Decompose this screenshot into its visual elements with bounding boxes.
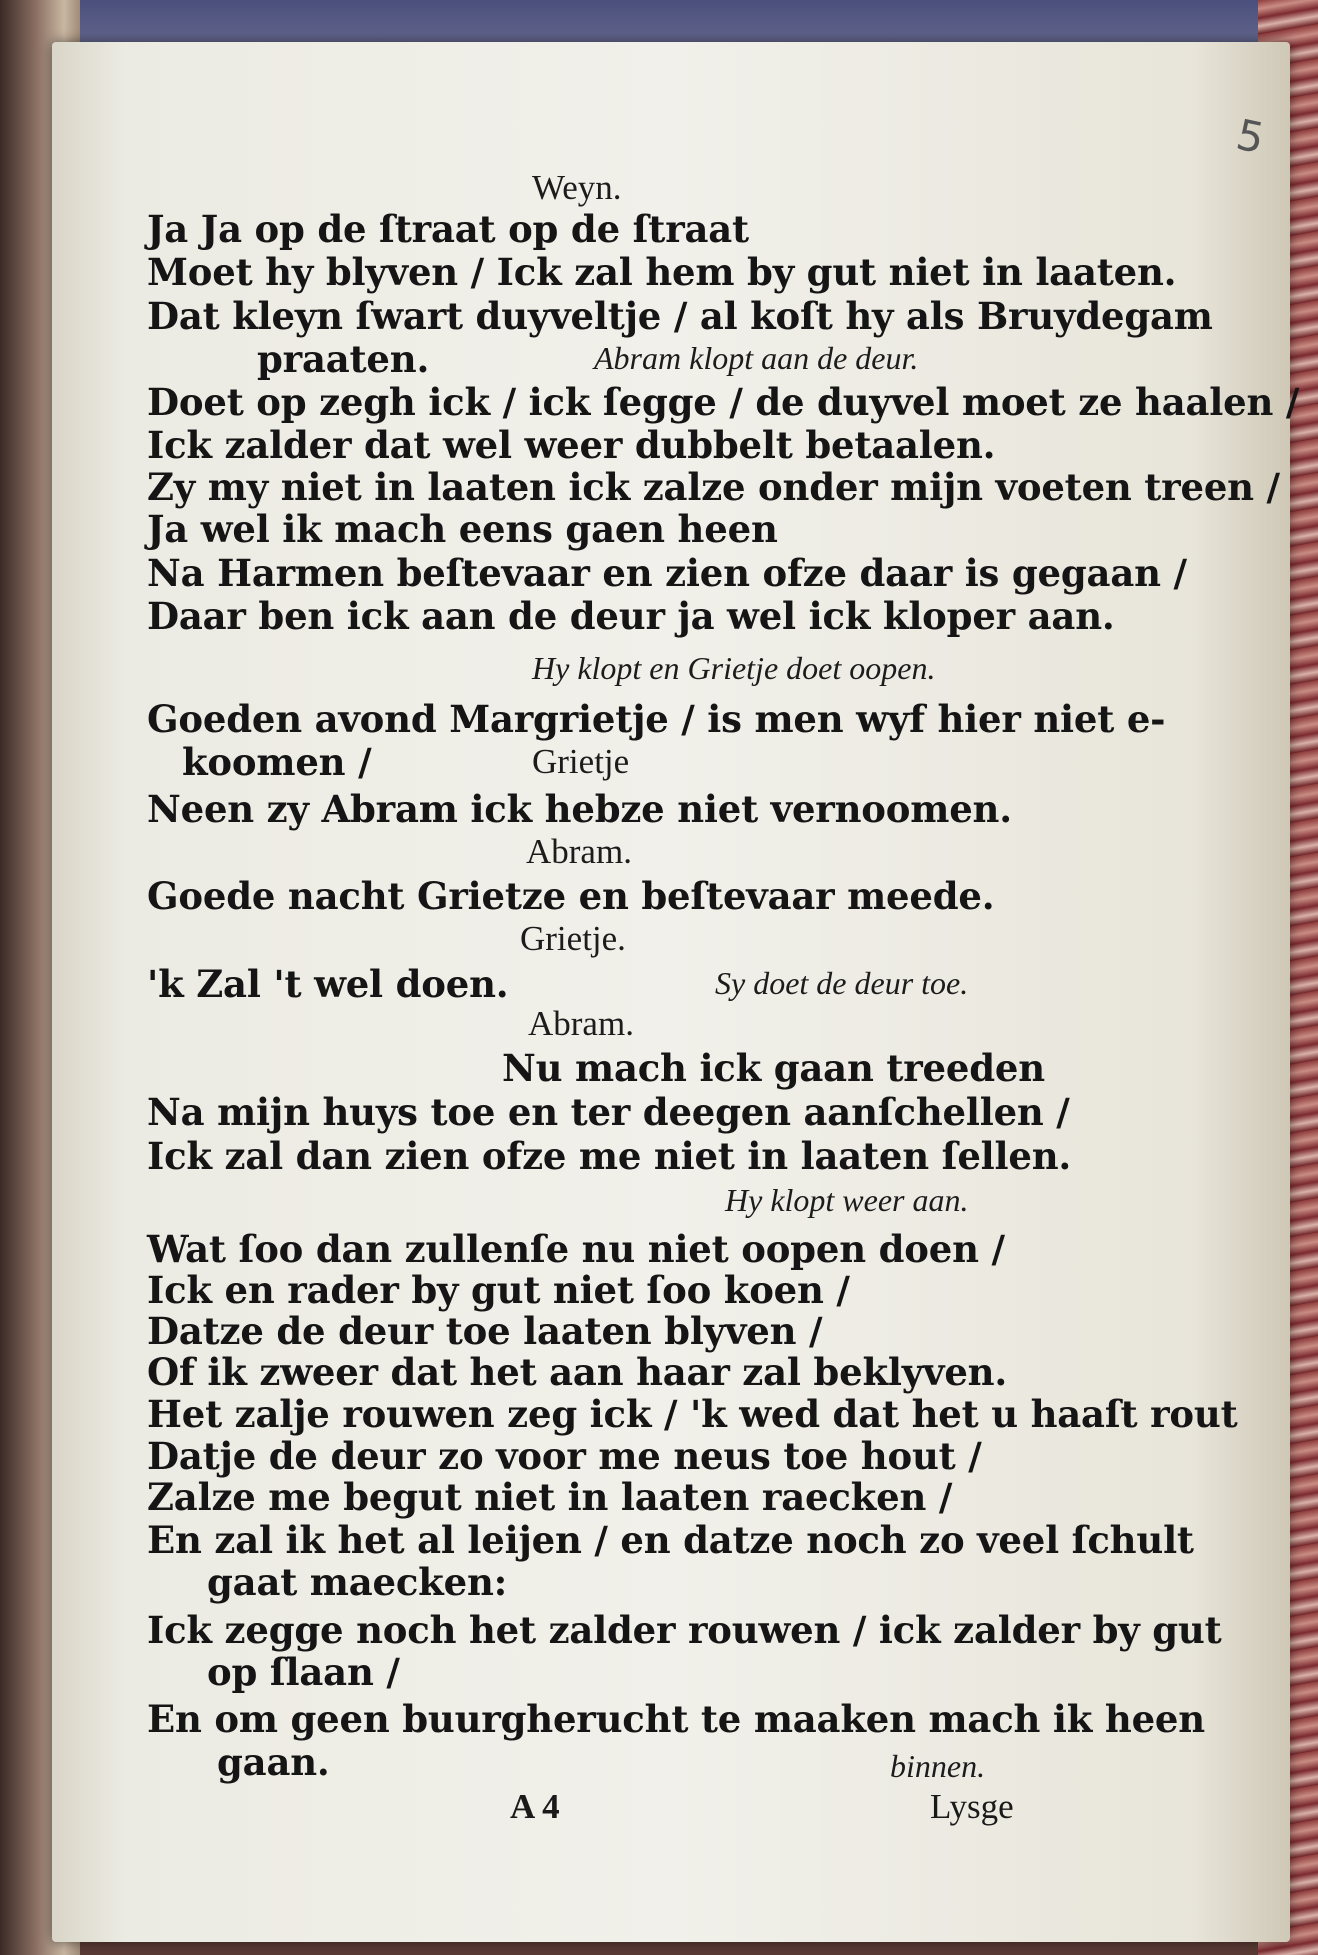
text-line: Goeden avond Margrietje / is men wyf hier niet e-	[147, 697, 1166, 741]
book-page	[52, 42, 1300, 1942]
text-line: Zalze me begut niet in laaten raecken /	[147, 1475, 953, 1519]
text-line: Ick zal dan zien ofze me niet in laaten ſellen.	[147, 1134, 1072, 1178]
stage-direction: Hy klopt weer aan.	[725, 1182, 969, 1218]
text-line: Ick zalder dat wel weer dubbelt betaalen.	[147, 423, 996, 467]
text-line: 'k Zal 't wel doen.	[147, 962, 509, 1006]
text-line: Ja wel ik mach eens gaen heen	[147, 507, 778, 551]
text-line: Daar ben ick aan de deur ja wel ick kloper aan.	[147, 594, 1115, 638]
text-line: Neen zy Abram ick hebze niet vernoomen.	[147, 787, 1012, 831]
catchword: Lysge	[930, 1787, 1014, 1826]
speaker-abram: Abram.	[526, 832, 632, 871]
stage-direction: Abram klopt aan de deur.	[594, 340, 919, 376]
text-line: koomen /	[182, 740, 372, 784]
stage-direction: Hy klopt en Grietje doet oopen.	[532, 650, 936, 686]
text-line: Het zalje rouwen zeg ick / 'k wed dat het u haaſt rout	[147, 1392, 1238, 1436]
text-line: Nu mach ick gaan treeden	[502, 1046, 1045, 1090]
stage-direction: Sy doet de deur toe.	[715, 965, 969, 1001]
text-line: praaten.	[257, 337, 430, 381]
text-line: gaan.	[217, 1740, 330, 1784]
text-line: Na Harmen beſtevaar en zien ofze daar is gegaan /	[147, 551, 1187, 595]
speaker-weyn: Weyn.	[532, 168, 622, 207]
text-line: Dat kleyn ſwart duyveltje / al koſt hy als Bruydegam	[147, 294, 1213, 338]
text-line: Wat ſoo dan zullenſe nu niet oopen doen /	[147, 1227, 1005, 1271]
text-line: En om geen buurgherucht te maaken mach ik heen	[147, 1697, 1205, 1741]
text-line: En zal ik het al leijen / en datze noch zo veel ſchult	[147, 1518, 1194, 1562]
text-line: Ja Ja op de ſtraat op de ſtraat	[147, 207, 749, 251]
text-line: Ick zegge noch het zalder rouwen / ick zalder by gut	[147, 1608, 1222, 1652]
speaker-abram: Abram.	[528, 1004, 634, 1043]
text-line: Na mijn huys toe en ter deegen aanſchellen /	[147, 1090, 1070, 1134]
pencil-page-mark: 5	[1232, 109, 1269, 164]
text-line: Datje de deur zo voor me neus toe hout /	[147, 1434, 982, 1478]
text-line: Ick en rader by gut niet ſoo koen /	[147, 1268, 850, 1312]
text-line: Doet op zegh ick / ick ſegge / de duyvel moet ze haalen /	[147, 380, 1300, 424]
speaker-grietje: Grietje.	[520, 919, 626, 958]
speaker-grietje: Grietje	[532, 742, 630, 781]
signature-mark: A 4	[510, 1787, 560, 1826]
text-line: op ſlaan /	[207, 1650, 400, 1694]
text-line: Zy my niet in laaten ick zalze onder mijn voeten treen /	[147, 465, 1280, 509]
text-line: Of ik zweer dat het aan haar zal beklyven.	[147, 1350, 1008, 1394]
text-line: Moet hy blyven / Ick zal hem by gut niet in laaten.	[147, 250, 1177, 294]
stage-direction: binnen.	[890, 1748, 986, 1784]
text-line: gaat maecken:	[207, 1560, 508, 1604]
text-line: Datze de deur toe laaten blyven /	[147, 1309, 823, 1353]
text-line: Goede nacht Grietze en beſtevaar meede.	[147, 874, 995, 918]
